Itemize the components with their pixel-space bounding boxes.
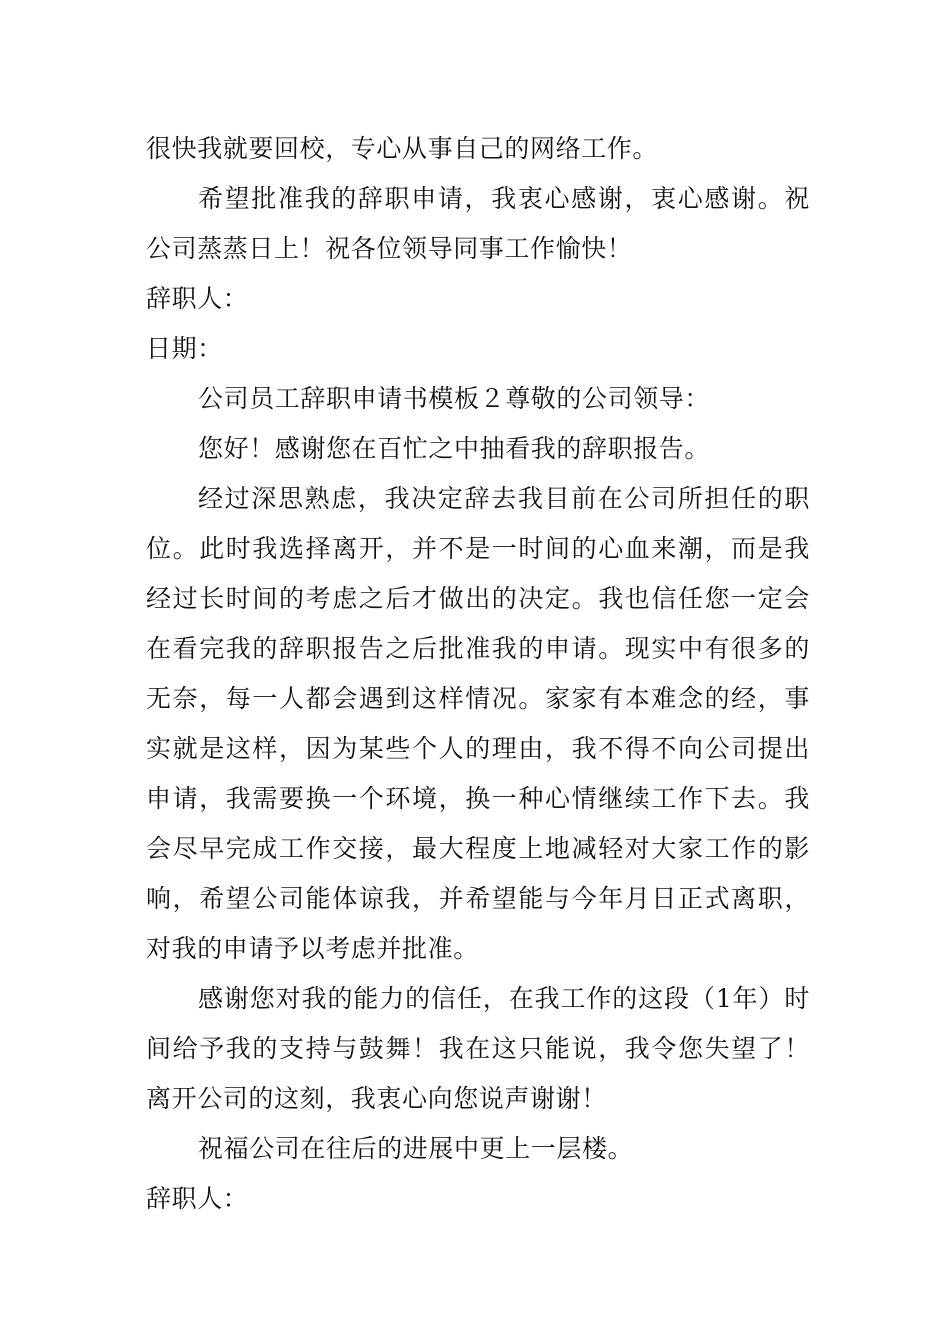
- paragraph-main: 经过深思熟虑，我决定辞去我目前在公司所担任的职位。此时我选择离开，并不是一时间的心血来潮，而是我经过长时间的考虑之后才做出的决定。我也信任您一定会在看完我的辞职报告之后批准我的申请。现实中有很多的无奈，每一人都会遇到这样情况。家家有本难念的经，事实就是这样，因为某些个人的理由，我不得不向公司提出申请，我需要换一个环境，换一种心情继续工作下去。我会尽早完成工作交接，最大程度上地减轻对大家工作的影响，希望公司能体谅我，并希望能与今年月日正式离职，对我的申请予以考虑并批准。: [146, 484, 810, 963]
- date-label: 日期：: [146, 334, 223, 363]
- document-body: [146, 124, 810, 1224]
- paragraph-wish: 祝福公司在往后的进展中更上一层楼。: [198, 1134, 634, 1163]
- signature-label-2: 辞职人：: [146, 1184, 249, 1213]
- greeting: 您好！感谢您在百忙之中抽看我的辞职报告。: [198, 434, 711, 463]
- paragraph-2: 希望批准我的辞职申请，我衷心感谢，衷心感谢。祝公司蒸蒸日上！祝各位领导同事工作愉快！: [146, 184, 810, 263]
- template-heading: 公司员工辞职申请书模板２尊敬的公司领导：: [198, 384, 711, 413]
- paragraph-thanks: 感谢您对我的能力的信任，在我工作的这段（1年）时间给予我的支持与鼓舞！我在这只能说，我令您失望了！离开公司的这刻，我衷心向您说声谢谢！: [146, 984, 810, 1113]
- paragraph-1: 很快我就要回校，专心从事自己的网络工作。: [146, 134, 659, 163]
- signature-label-1: 辞职人：: [146, 284, 249, 313]
